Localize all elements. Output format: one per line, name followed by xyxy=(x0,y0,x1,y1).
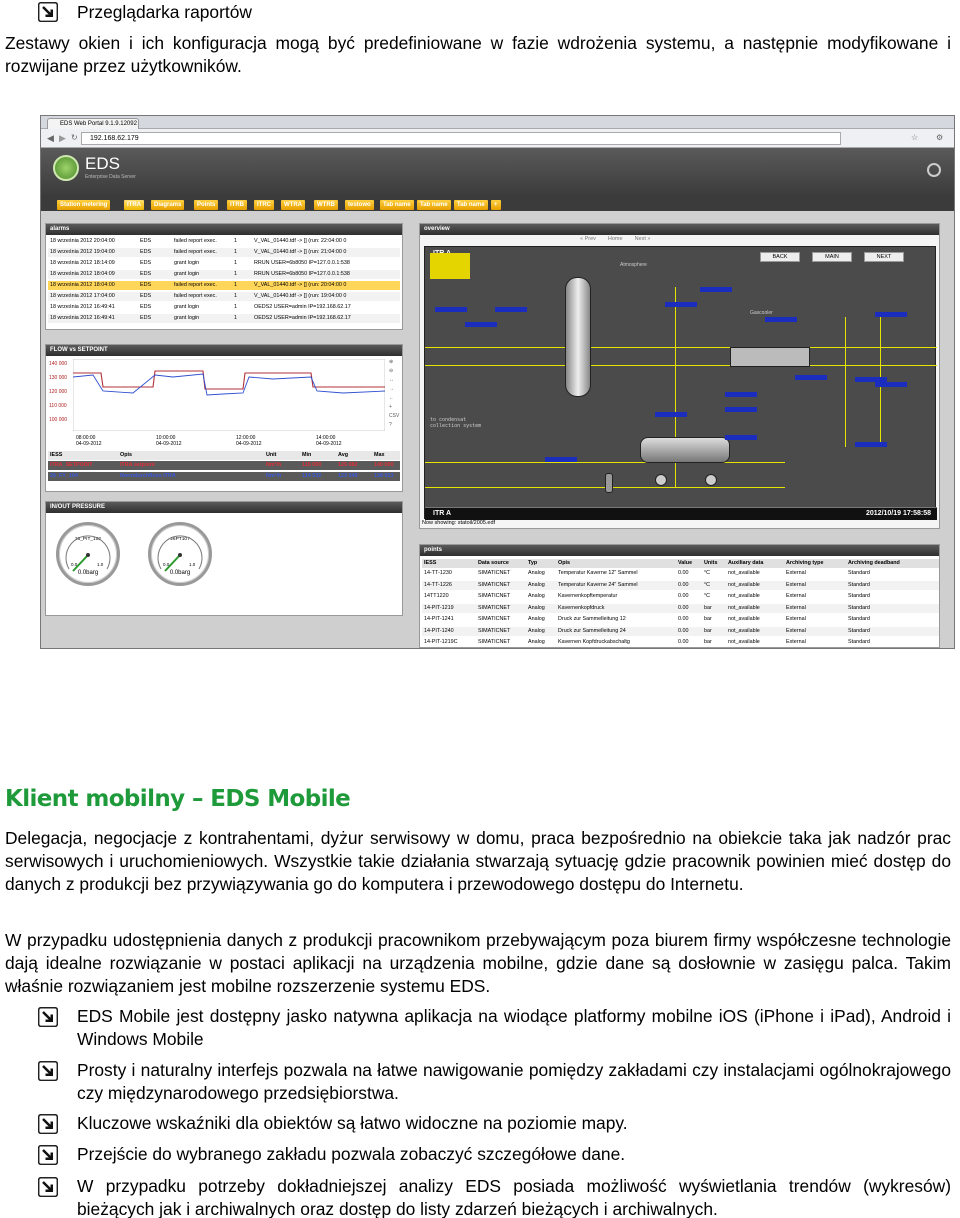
table-cell: not_available xyxy=(728,593,760,599)
points-title: points xyxy=(420,545,939,556)
table-cell: SIMATICNET xyxy=(478,581,511,588)
table-cell: Nm³/h xyxy=(266,462,282,468)
table-cell: ITRA setpoint xyxy=(120,462,155,468)
table-cell: 138 913 xyxy=(374,473,394,479)
table-cell: External xyxy=(786,639,806,645)
table-cell: 114 532 xyxy=(302,473,322,479)
bullet-2: Prosty i naturalny interfejs pozwala na łatwe nawigowanie pomiędzy zakładami czy instalacjami ogólnokrajowego czy międzynarodowego przedsiębiorstwa. xyxy=(77,1060,951,1103)
table-cell: Standard xyxy=(848,627,870,634)
alarms-title: alarms xyxy=(46,224,402,235)
gauge-max: 1.0 xyxy=(97,562,104,567)
process-diagram xyxy=(424,246,936,519)
table-cell: External xyxy=(786,627,806,634)
intro-paragraph: Zestawy okien i ich konfiguracja mogą być predefiniowane w fazie wdrożenia systemu, a następnie modyfikowane i rozwijane przez użytkowników. xyxy=(5,33,951,76)
table-cell: EDS xyxy=(140,271,152,277)
overview-nav xyxy=(580,236,662,242)
table-cell: grant login xyxy=(174,260,200,266)
table-cell: 18 września 2012 18:04:00 xyxy=(50,282,115,288)
column-header: Opis xyxy=(120,452,132,458)
browser-address-bar xyxy=(41,129,955,148)
table-cell: Analog xyxy=(528,616,545,622)
overview-nav-link[interactable]: Next » xyxy=(634,236,651,242)
table-cell: OEDS2 USER=admin IP=192.168.62.17 xyxy=(254,315,351,321)
table-cell: 0.00 xyxy=(678,639,689,645)
table-cell: EDS xyxy=(140,315,152,321)
column-header: Units xyxy=(704,560,718,566)
table-cell: failed report exec. xyxy=(174,282,217,288)
table-cell: OEDS2 USER=admin IP=192.168.62.17 xyxy=(254,304,351,310)
star-icon[interactable]: ☆ xyxy=(911,133,919,142)
table-row[interactable] xyxy=(48,259,400,268)
table-cell: 115 000 xyxy=(302,462,322,468)
table-cell: Analog xyxy=(528,627,545,634)
table-cell: 123 349 xyxy=(338,473,358,479)
y-tick-label: 110 000 xyxy=(49,403,67,409)
browser-tab-bar xyxy=(41,116,955,129)
table-cell: 14TT1220 xyxy=(424,593,449,599)
table-cell: not_available xyxy=(728,570,760,576)
table-cell: 18 września 2012 17:04:00 xyxy=(50,293,115,299)
paragraph-2: W przypadku udostępnienia danych z produkcji pracownikom przebywającym poza biurem firmy współczesne technologie dają idealne rozwiązanie w postaci aplikacji na urządzenia mobilne, gdzie dane są dosłownie w zasięgu palca. Takim właśnie rozwiązaniem jest mobilne rozszerzenie systemu EDS. xyxy=(5,930,951,996)
table-row[interactable] xyxy=(48,248,400,257)
table-cell: V_VAL_01440.tdf -> [] (run: 20:04:00 0 xyxy=(254,282,347,288)
table-cell: External xyxy=(786,616,806,622)
x-tick-date: 04-09-2012 xyxy=(76,441,102,447)
table-cell: 1 xyxy=(234,315,237,321)
menu-tab[interactable]: Points xyxy=(194,200,218,210)
chart-tool-icon[interactable]: CSV xyxy=(389,413,400,419)
gauge-min: 0.0 xyxy=(163,562,170,567)
diagram-nav-button[interactable]: MAIN xyxy=(812,252,852,262)
table-cell: 1 xyxy=(234,282,237,288)
table-cell: Analog xyxy=(528,593,545,599)
pressure-gauge xyxy=(148,522,212,586)
table-cell: bar xyxy=(704,627,712,634)
table-cell: 18 września 2012 20:04:00 xyxy=(50,238,115,244)
logo-text: EDS xyxy=(85,154,120,173)
table-cell: V_VAL_01440.tdf -> [] (run: 21:04:00 0 xyxy=(254,249,347,255)
table-cell: External xyxy=(786,604,806,611)
table-cell: ITRA_SETPOINT xyxy=(50,462,93,468)
menu-tab[interactable]: Diagrams xyxy=(151,200,184,210)
gauge-label: 26PT107 xyxy=(170,537,190,542)
table-cell: Analog xyxy=(528,604,545,611)
table-cell: failed report exec. xyxy=(174,238,217,244)
bullet-3: Kluczowe wskaźniki dla obiektów są łatwo widoczne na poziomie mapy. xyxy=(77,1113,628,1133)
menu-tab[interactable]: Tab name xyxy=(454,200,488,210)
table-cell: Standard xyxy=(848,616,870,622)
y-tick-label: 130 000 xyxy=(49,375,68,381)
table-header xyxy=(48,451,400,460)
wrench-icon[interactable]: ⚙ xyxy=(936,133,944,142)
section-title: Klient mobilny – EDS Mobile xyxy=(5,786,351,812)
table-cell: not_available xyxy=(728,627,760,634)
app-header xyxy=(41,148,955,198)
gauge-label: 26_PIT_102 xyxy=(74,537,102,542)
bullet-arrow-icon xyxy=(38,2,58,22)
table-cell: 140 000 xyxy=(374,462,394,468)
x-tick-label: 14:00:00 xyxy=(316,435,336,441)
footer-station: ITR A xyxy=(433,510,452,517)
table-cell: 0.00 xyxy=(678,593,689,599)
table-cell: 18 września 2012 18:04:09 xyxy=(50,271,115,277)
column-header: Opis xyxy=(558,560,570,566)
table-cell: not_available xyxy=(728,616,760,622)
diagram-footer xyxy=(425,507,937,520)
table-cell: not_available xyxy=(728,581,760,588)
chart-tool-icon[interactable]: + xyxy=(389,404,392,410)
menu-tab[interactable]: testowo xyxy=(345,200,374,210)
y-tick-label: 100 000 xyxy=(49,417,68,423)
overview-nav-link[interactable]: « Prev xyxy=(580,236,596,242)
alarms-panel xyxy=(45,223,403,330)
table-cell: 0.00 xyxy=(678,581,689,588)
table-cell: External xyxy=(786,570,806,576)
points-panel xyxy=(419,544,940,648)
column-header: Value xyxy=(678,560,693,566)
table-row[interactable] xyxy=(422,569,939,578)
menu-tab[interactable]: + xyxy=(491,200,501,210)
table-cell: °C xyxy=(704,570,711,576)
flow-indicator xyxy=(430,253,470,279)
table-cell: 26_FY_104 xyxy=(50,473,78,479)
table-cell: 14-PIT-1219C xyxy=(424,639,458,645)
power-icon[interactable] xyxy=(927,163,941,177)
table-cell: External xyxy=(786,593,806,599)
bullet-arrow-icon xyxy=(38,1114,58,1134)
url-input[interactable]: 192.168.62.179 xyxy=(81,132,841,145)
flow-trend-chart xyxy=(73,359,385,431)
x-tick-label: 12:00:00 xyxy=(236,435,256,441)
table-cell: grant login xyxy=(174,304,200,310)
overview-title: overview xyxy=(420,224,939,235)
table-row[interactable] xyxy=(48,461,400,470)
chart-tool-icon[interactable]: ⊕ xyxy=(389,359,394,365)
x-tick-label: 10:00:00 xyxy=(156,435,176,441)
table-cell: Temperatur Kaverne 24" Sammel xyxy=(558,581,638,588)
table-cell: not_available xyxy=(728,639,760,645)
table-cell: Standard xyxy=(848,581,870,588)
x-tick-date: 04-09-2012 xyxy=(156,441,182,447)
table-cell: SIMATICNET xyxy=(478,604,511,611)
table-cell: Kavernenkopftemperatur xyxy=(558,593,618,599)
table-cell: failed report exec. xyxy=(174,293,217,299)
flow-panel xyxy=(45,344,403,492)
table-cell: 14-PIT-1219 xyxy=(424,604,454,611)
table-cell: 1 xyxy=(234,304,237,310)
gauge-max: 1.0 xyxy=(189,562,196,567)
diagram-nav-button[interactable]: BACK xyxy=(760,252,800,262)
table-row[interactable] xyxy=(422,627,939,636)
table-header xyxy=(422,559,939,568)
table-cell: V_VAL_01440.tdf -> [] (run: 19:04:00 0 xyxy=(254,293,347,299)
table-cell: 14-PIT-1241 xyxy=(424,616,454,622)
table-cell: 1 xyxy=(234,293,237,299)
forward-icon[interactable]: ▶ xyxy=(59,133,66,143)
table-row[interactable] xyxy=(48,292,400,301)
table-cell: 14-TT-1226 xyxy=(424,581,452,588)
column-header: IESS xyxy=(424,560,437,566)
overview-panel xyxy=(419,223,940,529)
table-cell: SIMATICNET xyxy=(478,627,511,634)
gascooler-icon xyxy=(730,347,810,367)
chart-tool-icon[interactable]: ⊖ xyxy=(389,368,394,374)
table-cell: bar xyxy=(704,616,712,622)
reload-icon[interactable]: ↻ xyxy=(71,133,78,142)
table-cell: Temperatur Kaverne 12" Sammel xyxy=(558,570,638,576)
bullet-arrow-icon xyxy=(38,1177,58,1197)
bullet-arrow-icon xyxy=(38,1007,58,1027)
table-cell: °C xyxy=(704,593,711,599)
table-row[interactable] xyxy=(48,237,400,246)
y-tick-label: 120 000 xyxy=(49,389,68,395)
column-header: Data source xyxy=(478,560,509,566)
table-cell: External xyxy=(786,581,806,588)
table-cell: failed report exec. xyxy=(174,249,217,255)
table-cell: Standard xyxy=(848,593,870,599)
vessel-icon xyxy=(565,277,591,397)
table-cell: 18 września 2012 18:14:09 xyxy=(50,260,115,266)
table-row[interactable] xyxy=(48,270,400,279)
bullet-4: Przejście do wybranego zakładu pozwala zobaczyć szczegółowe dane. xyxy=(77,1144,626,1164)
bullet-5: W przypadku potrzeby dokładniejszej analizy EDS posiada możliwość wyświetlania trendów (wykresów) bieżących jak i archiwalnych oraz dostęp do listy zdarzeń bieżących i archiwalnych. xyxy=(77,1176,951,1218)
chart-tool-icon[interactable]: ← xyxy=(389,395,394,401)
table-row[interactable] xyxy=(422,604,939,613)
table-cell: EDS xyxy=(140,260,152,266)
diagram-datetime: 2012/10/19 17:58:58 xyxy=(866,510,931,517)
menu-tab[interactable]: ITRB xyxy=(227,200,247,210)
column-header: IESS xyxy=(50,452,63,458)
pressure-title: IN/OUT PRESSURE xyxy=(46,502,402,513)
column-header: Min xyxy=(302,452,312,458)
table-cell: 14-TT-1230 xyxy=(424,570,452,576)
menu-tab[interactable]: ITRC xyxy=(254,200,274,210)
table-cell: SIMATICNET xyxy=(478,639,511,645)
table-cell: 1 xyxy=(234,238,237,244)
section-heading: Przeglądarka raportów xyxy=(77,2,252,22)
table-cell: 1 xyxy=(234,260,237,266)
eds-web-portal-screenshot xyxy=(40,115,955,649)
table-row[interactable] xyxy=(422,581,939,590)
table-cell: not_available xyxy=(728,604,760,611)
table-cell: Druck zur Sammelleitung 24 xyxy=(558,627,626,634)
table-cell: 0.00 xyxy=(678,627,689,634)
table-cell: EDS xyxy=(140,293,152,299)
table-cell: 1 xyxy=(234,249,237,255)
table-row[interactable] xyxy=(422,592,939,601)
table-cell: bar xyxy=(704,604,712,611)
bullet-arrow-icon xyxy=(38,1145,58,1165)
chart-tool-icon[interactable]: ? xyxy=(389,422,392,428)
x-tick-label: 08:00:00 xyxy=(76,435,96,441)
x-tick-date: 04-09-2012 xyxy=(236,441,262,447)
table-cell: Standard xyxy=(848,639,870,645)
table-row[interactable] xyxy=(422,638,939,647)
table-cell: 0.00 xyxy=(678,604,689,611)
y-tick-label: 140 000 xyxy=(49,361,68,367)
table-cell: Analog xyxy=(528,581,545,588)
table-cell: Analog xyxy=(528,570,545,576)
overview-nav-link[interactable]: Home xyxy=(607,236,623,242)
table-row[interactable] xyxy=(48,303,400,312)
table-cell: V_VAL_01440.tdf -> [] (run: 22:04:00 0 xyxy=(254,238,347,244)
atmosphere-label: Atmosphere xyxy=(620,262,647,268)
menu-tab[interactable]: Tab name xyxy=(380,200,414,210)
table-cell: RRUN USER=6b8050 IP=127.0.0.1:538 xyxy=(254,271,350,277)
back-icon[interactable]: ◀ xyxy=(47,133,54,143)
table-cell: grant login xyxy=(174,271,200,277)
chart-tool-icon[interactable]: → xyxy=(389,386,394,392)
menu-tab[interactable]: ITRA xyxy=(124,200,144,210)
table-cell: bar xyxy=(704,639,712,645)
table-cell: 14-PIT-1240 xyxy=(424,627,454,634)
menu-tab[interactable]: Tab name xyxy=(417,200,451,210)
table-cell: Nm³/h xyxy=(266,473,282,479)
flow-title: FLOW vs SETPOINT xyxy=(46,345,402,356)
heater-icon xyxy=(640,437,730,463)
menu-tab[interactable]: WTRA xyxy=(281,200,305,210)
gauge-value: 0.0barg xyxy=(169,570,191,576)
table-cell: SIMATICNET xyxy=(478,570,511,576)
table-cell: 0.00 xyxy=(678,616,689,622)
table-cell: Normdurchfluss ITRA xyxy=(120,473,176,479)
gascooler-label: Gascooler xyxy=(750,310,773,316)
column-header: Unit xyxy=(266,452,277,458)
table-cell: 18 września 2012 16:49:41 xyxy=(50,304,115,310)
table-cell: Kavernenkopfdruck xyxy=(558,604,605,611)
column-header: Typ xyxy=(528,560,538,566)
pressure-panel xyxy=(45,501,403,616)
gauge-min: 0.0 xyxy=(71,562,78,567)
column-header: Max xyxy=(374,452,385,458)
bullet-arrow-icon xyxy=(38,1061,58,1081)
table-cell: RRUN USER=6b8050 IP=127.0.0.1:538 xyxy=(254,260,350,266)
logo-subtitle: Enterprise Data Server xyxy=(85,174,136,180)
table-cell: 1 xyxy=(234,271,237,277)
table-cell: Kavernen Kopfdruckabschaltg xyxy=(558,639,630,645)
eds-logo-icon xyxy=(53,155,79,181)
table-cell: °C xyxy=(704,581,711,588)
bullet-1: EDS Mobile jest dostępny jasko natywna aplikacja na wiodące platformy mobilne iOS (iPhone i iPad), Android i Windows Mobile xyxy=(77,1006,951,1049)
pressure-gauge xyxy=(56,522,120,586)
table-cell: Standard xyxy=(848,604,870,611)
menu-tab[interactable]: WTRB xyxy=(314,200,338,210)
table-row[interactable] xyxy=(48,314,400,323)
paragraph-1: Delegacja, negocjacje z kontrahentami, dyżur serwisowy w domu, praca bezpośrednio na obiekcie taka jak nadzór prac serwisowych i uruchomieniowych. Wszystkie takie działania stwarzają sytuację gdzie pracownik powinien mieć dostęp do danych z produkcji bez przywiązywania go do komputera i przewodowego dostępu do Internetu. xyxy=(5,828,951,894)
diagram-nav-button[interactable]: NEXT xyxy=(864,252,904,262)
table-cell: 0.00 xyxy=(678,570,689,576)
column-header: Archiving type xyxy=(786,560,824,566)
table-cell: grant login xyxy=(174,315,200,321)
table-cell: SIMATICNET xyxy=(478,593,511,599)
chart-tool-icon[interactable]: ↔ xyxy=(389,377,394,383)
table-cell: 125 082 xyxy=(338,462,358,468)
column-header: Archiving deadband xyxy=(848,560,900,566)
table-cell: Druck zur Sammelleitung 12 xyxy=(558,616,626,622)
now-showing: Now showing: statoil/2005.edf xyxy=(422,520,496,526)
menu-tab[interactable]: Station metering xyxy=(57,200,110,210)
column-header: Auxiliary data xyxy=(728,560,764,566)
table-cell: EDS xyxy=(140,238,152,244)
column-header: Avg xyxy=(338,452,348,458)
table-row[interactable] xyxy=(48,281,400,290)
gauge-value: 0.0barg xyxy=(77,570,99,576)
condensat-label: to condensat collection system xyxy=(430,417,482,429)
table-cell: Standard xyxy=(848,570,870,576)
x-tick-date: 04-09-2012 xyxy=(316,441,342,447)
table-cell: 18 września 2012 16:49:41 xyxy=(50,315,115,321)
table-cell: SIMATICNET xyxy=(478,616,511,622)
browser-tab[interactable]: EDS Web Portal 9.1.9.12092 xyxy=(47,118,139,129)
table-cell: Analog xyxy=(528,639,545,645)
main-menu xyxy=(41,198,955,211)
table-cell: EDS xyxy=(140,304,152,310)
table-cell: 18 września 2012 19:04:00 xyxy=(50,249,115,255)
table-row[interactable] xyxy=(422,615,939,624)
table-cell: EDS xyxy=(140,249,152,255)
table-row[interactable] xyxy=(48,472,400,481)
table-cell: EDS xyxy=(140,282,152,288)
